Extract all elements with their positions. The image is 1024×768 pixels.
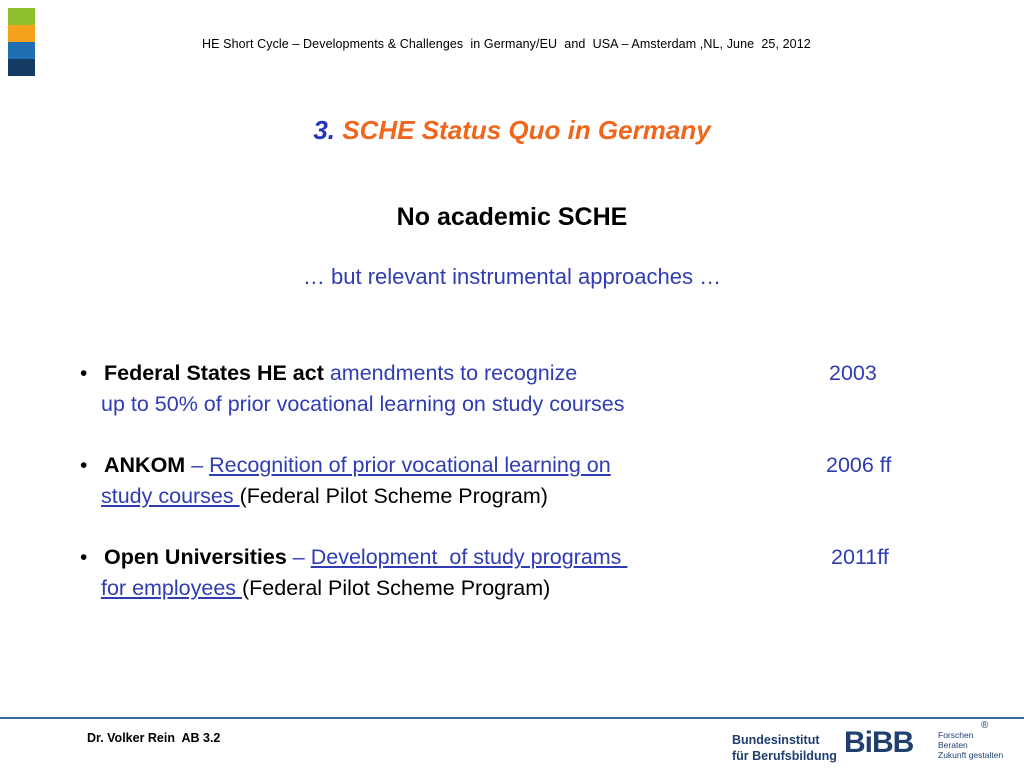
bibb-logo (728, 722, 1018, 766)
bullet-3-link-cont[interactable]: for employees (101, 576, 243, 600)
logo-mark: BiBB (844, 726, 914, 759)
bullet-1-year: 2003 (829, 361, 877, 385)
bullet-2-dash: – (185, 453, 210, 477)
bullet-icon: • (80, 362, 88, 385)
bullet-2-line-1 (104, 453, 611, 478)
tagline: … but relevant instrumental approaches … (302, 264, 722, 289)
bullet-2-heading: ANKOM (104, 453, 186, 477)
strip-green (8, 8, 35, 25)
footer-divider (0, 717, 1024, 719)
bullet-2-line-2 (101, 484, 548, 509)
strip-navy (8, 59, 35, 76)
logo-org-line-1: Bundesinstitut (732, 733, 820, 747)
logo-org-line-2: für Berufsbildung (732, 749, 837, 763)
logo-tag-3: Zukunft gestalten (938, 750, 1004, 760)
bullet-3-year: 2011ff (831, 545, 889, 569)
header-text: HE Short Cycle – Developments & Challenges in Germany/EU and USA – Amsterdam ,NL, June 25, 2012 (202, 37, 811, 51)
logo-org-name (732, 732, 837, 764)
strip-orange (8, 25, 35, 42)
bullet-1-heading: Federal States HE act (104, 361, 324, 385)
slide-title (0, 115, 1024, 146)
bullet-3-heading: Open Universities (104, 545, 287, 569)
subtitle: No academic SCHE (396, 203, 628, 231)
logo-tag-1: Forschen (938, 730, 974, 740)
bullet-2-link[interactable]: Recognition of prior vocational learning on (209, 453, 611, 477)
brand-color-strip (8, 8, 35, 76)
registered-mark: ® (981, 720, 989, 731)
footer-author: Dr. Volker Rein AB 3.2 (87, 731, 221, 745)
bullet-3-link[interactable]: Development of study programs (310, 545, 628, 569)
bullet-1-line-1 (104, 361, 577, 386)
bullet-2-year: 2006 ff (826, 453, 892, 477)
bullet-1-line-2: up to 50% of prior vocational learning on study courses (101, 392, 625, 416)
bullet-3-note: (Federal Pilot Scheme Program) (242, 576, 551, 600)
bullet-3-line-1 (104, 545, 627, 570)
logo-tagline (938, 730, 1003, 760)
bullet-1-text: amendments to recognize (323, 361, 578, 385)
bullet-2-note: (Federal Pilot Scheme Program) (239, 484, 548, 508)
bullet-icon: • (80, 546, 88, 569)
title-text: SCHE Status Quo in Germany (342, 115, 711, 145)
bullet-3-line-2 (101, 576, 550, 601)
logo-tag-2: Beraten (938, 740, 968, 750)
bullet-3-dash: – (286, 545, 311, 569)
strip-blue (8, 42, 35, 59)
title-number: 3. (313, 115, 336, 145)
bullet-2-link-cont[interactable]: study courses (101, 484, 240, 508)
bullet-icon: • (80, 454, 88, 477)
